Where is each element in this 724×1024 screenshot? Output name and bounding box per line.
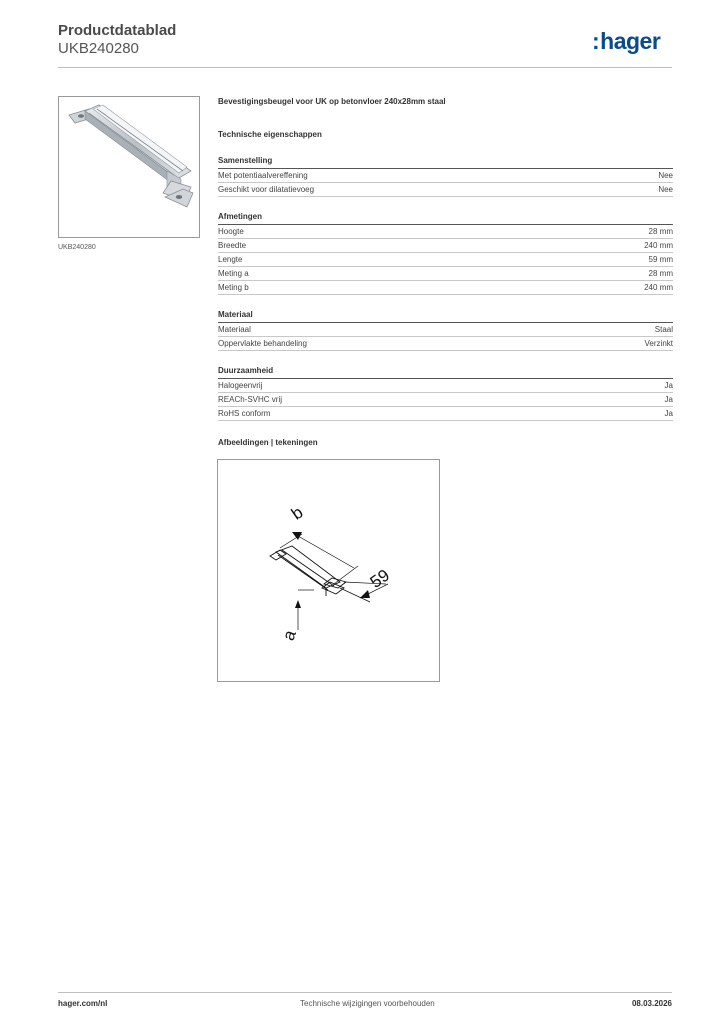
spec-row xyxy=(218,169,673,183)
spec-row xyxy=(218,183,673,197)
dimension-label-a: a xyxy=(278,627,300,643)
spec-value: Verzinkt xyxy=(644,339,673,348)
logo-mark-icon: : xyxy=(592,28,600,54)
group-title: Materiaal xyxy=(218,309,673,323)
group-materiaal xyxy=(218,309,673,351)
footer-disclaimer: Technische wijzigingen voorbehouden xyxy=(300,999,435,1008)
group-duurzaamheid xyxy=(218,365,673,421)
product-code: UKB240280 xyxy=(58,40,139,57)
spec-label: RoHS conform xyxy=(218,409,271,418)
logo-text: hager xyxy=(600,28,661,54)
footer-website-link[interactable]: hager.com/nl xyxy=(58,999,108,1008)
spec-label: Oppervlakte behandeling xyxy=(218,339,307,348)
spec-value: 28 mm xyxy=(648,227,673,236)
group-samenstelling xyxy=(218,155,673,197)
spec-label: Materiaal xyxy=(218,325,251,334)
product-description: Bevestigingsbeugel voor UK op betonvloer 240x28mm staal xyxy=(218,97,446,106)
spec-label: Meting a xyxy=(218,269,249,278)
group-title: Samenstelling xyxy=(218,155,673,169)
spec-value: Ja xyxy=(664,395,673,404)
group-title: Afmetingen xyxy=(218,211,673,225)
spec-label: Hoogte xyxy=(218,227,244,236)
dimension-drawing-icon xyxy=(218,460,439,681)
spec-row xyxy=(218,253,673,267)
header-divider xyxy=(58,67,672,68)
technical-drawing xyxy=(217,459,440,682)
section-title-technical: Technische eigenschappen xyxy=(218,130,322,139)
footer-divider xyxy=(58,992,672,993)
group-afmetingen xyxy=(218,211,673,295)
spec-value: Nee xyxy=(658,171,673,180)
bracket-photo-icon xyxy=(59,97,199,237)
group-title: Duurzaamheid xyxy=(218,365,673,379)
spec-row xyxy=(218,267,673,281)
spec-label: Geschikt voor dilatatievoeg xyxy=(218,185,315,194)
dimension-label-b: b xyxy=(287,502,307,524)
spec-row xyxy=(218,407,673,421)
footer-date: 08.03.2026 xyxy=(631,999,672,1008)
spec-label: Meting b xyxy=(218,283,249,292)
spec-row xyxy=(218,379,673,393)
dimension-label-59: 59 xyxy=(366,565,394,592)
spec-row xyxy=(218,225,673,239)
spec-value: 240 mm xyxy=(644,241,673,250)
spec-row xyxy=(218,393,673,407)
spec-row xyxy=(218,337,673,351)
spec-label: Lengte xyxy=(218,255,243,264)
spec-value: 59 mm xyxy=(648,255,673,264)
spec-value: Nee xyxy=(658,185,673,194)
product-photo xyxy=(58,96,200,238)
spec-value: 28 mm xyxy=(648,269,673,278)
spec-label: REACh-SVHC vrij xyxy=(218,395,283,404)
spec-value: Ja xyxy=(664,381,673,390)
spec-row xyxy=(218,239,673,253)
spec-label: Met potentiaalvereffening xyxy=(218,171,308,180)
specification-column xyxy=(218,96,673,421)
spec-value: 240 mm xyxy=(644,283,673,292)
hager-logo xyxy=(592,28,660,55)
spec-value: Staal xyxy=(654,325,673,334)
drawing-title: Afbeeldingen | tekeningen xyxy=(218,438,318,447)
spec-value: Ja xyxy=(664,409,673,418)
spec-label: Breedte xyxy=(218,241,247,250)
spec-row xyxy=(218,323,673,337)
spec-label: Halogeenvrij xyxy=(218,381,263,390)
spec-row xyxy=(218,281,673,295)
photo-caption: UKB240280 xyxy=(58,244,96,251)
header-title: Productdatablad xyxy=(58,22,177,39)
